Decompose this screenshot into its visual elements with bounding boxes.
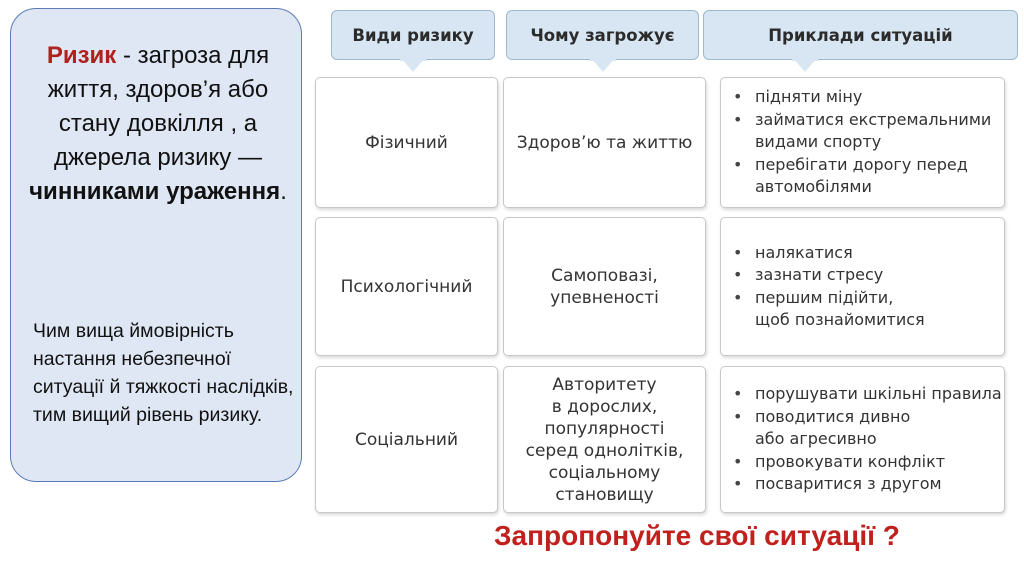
list-item: • зазнати стресу	[733, 264, 925, 287]
table-cell-threat: Здоров’ю та життю	[503, 77, 706, 208]
table-cell-threat: Самоповазі, упевненості	[503, 217, 706, 356]
definition-end: .	[280, 178, 287, 205]
list-item: • посваритися з другом	[733, 473, 1002, 496]
table-cell-type: Фізичний	[315, 77, 498, 208]
definition-panel	[10, 8, 302, 482]
list-item: • провокувати конфлікт	[733, 451, 1002, 474]
header-why-threat: Чому загрожує	[506, 10, 699, 60]
examples-list	[721, 383, 1002, 496]
definition-term: Ризик	[46, 42, 117, 69]
table-cell-examples	[720, 217, 1005, 356]
definition-body: - загроза для життя, здоров’я або стану довкілля , а джерела ризику —	[47, 42, 270, 171]
call-to-action: Запропонуйте свої ситуації ?	[494, 520, 900, 551]
header-examples: Приклади ситуацій	[703, 10, 1018, 60]
list-item: • підняти міну	[733, 86, 991, 109]
header-risk-types: Види ризику	[331, 10, 495, 60]
definition-text	[27, 39, 289, 209]
table-cell-examples	[720, 77, 1005, 208]
header-pointer	[591, 58, 615, 72]
list-item: • порушувати шкільні правила	[733, 383, 1002, 406]
table-cell-type: Психологічний	[315, 217, 498, 356]
list-item: • налякатися	[733, 242, 925, 265]
table-cell-examples	[720, 366, 1005, 513]
list-item: • займатися екстремальними видами спорту	[733, 109, 991, 154]
table-cell-type: Соціальний	[315, 366, 498, 513]
list-item: • перебігати дорогу перед автомобілями	[733, 154, 991, 199]
header-pointer	[793, 58, 817, 72]
list-item: • поводитися дивно або агресивно	[733, 406, 1002, 451]
list-item: • першим підійти, щоб познайомитися	[733, 287, 925, 332]
header-pointer	[401, 58, 425, 72]
examples-list	[721, 86, 991, 199]
definition-note: Чим вища ймовірність настання небезпечної ситуації й тяжкості наслідків, тим вищий рівень ризику.	[33, 320, 294, 426]
definition-bold-text: чинниками ураження	[29, 178, 281, 205]
table-cell-threat: Авторитету в дорослих, популярності серед однолітків, соціальному становищу	[503, 366, 706, 513]
examples-list	[721, 242, 925, 332]
